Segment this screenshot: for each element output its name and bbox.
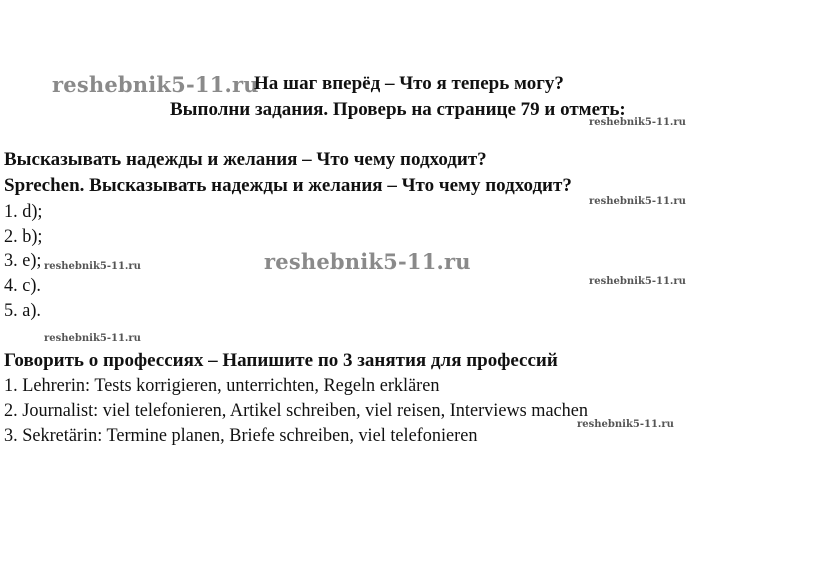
section1-title-de: Sprechen. Высказывать надежды и желания – Что чему подходит?	[4, 175, 572, 196]
profession-item: 3. Sekretärin: Termine planen, Briefe schreiben, viel telefonieren	[4, 425, 478, 446]
profession-item: 1. Lehrerin: Tests korrigieren, unterrichten, Regeln erklären	[4, 375, 440, 396]
page-subtitle: Выполни задания. Проверь на странице 79 и отметь:	[170, 99, 626, 120]
watermark-small: reshebnik5-11.ru	[589, 117, 686, 128]
answer-item: 4. c).	[4, 275, 41, 296]
watermark-small: reshebnik5-11.ru	[589, 276, 686, 287]
watermark-small: reshebnik5-11.ru	[44, 333, 141, 344]
section1-title-ru: Высказывать надежды и желания – Что чему подходит?	[4, 149, 487, 170]
watermark-small: reshebnik5-11.ru	[589, 196, 686, 207]
profession-item: 2. Journalist: viel telefonieren, Artikel schreiben, viel reisen, Interviews machen	[4, 400, 588, 421]
section2-title: Говорить о профессиях – Напишите по 3 занятия для профессий	[4, 350, 558, 371]
watermark-top: reshebnik5-11.ru	[52, 72, 259, 97]
watermark-middle: reshebnik5-11.ru	[264, 249, 471, 274]
watermark-small: reshebnik5-11.ru	[577, 419, 674, 430]
watermark-small: reshebnik5-11.ru	[44, 261, 141, 272]
answer-item: 3. e);	[4, 250, 42, 271]
answer-item: 1. d);	[4, 201, 43, 222]
answer-item: 2. b);	[4, 226, 43, 247]
answer-item: 5. a).	[4, 300, 41, 321]
page-title: На шаг вперёд – Что я теперь могу?	[254, 73, 564, 94]
